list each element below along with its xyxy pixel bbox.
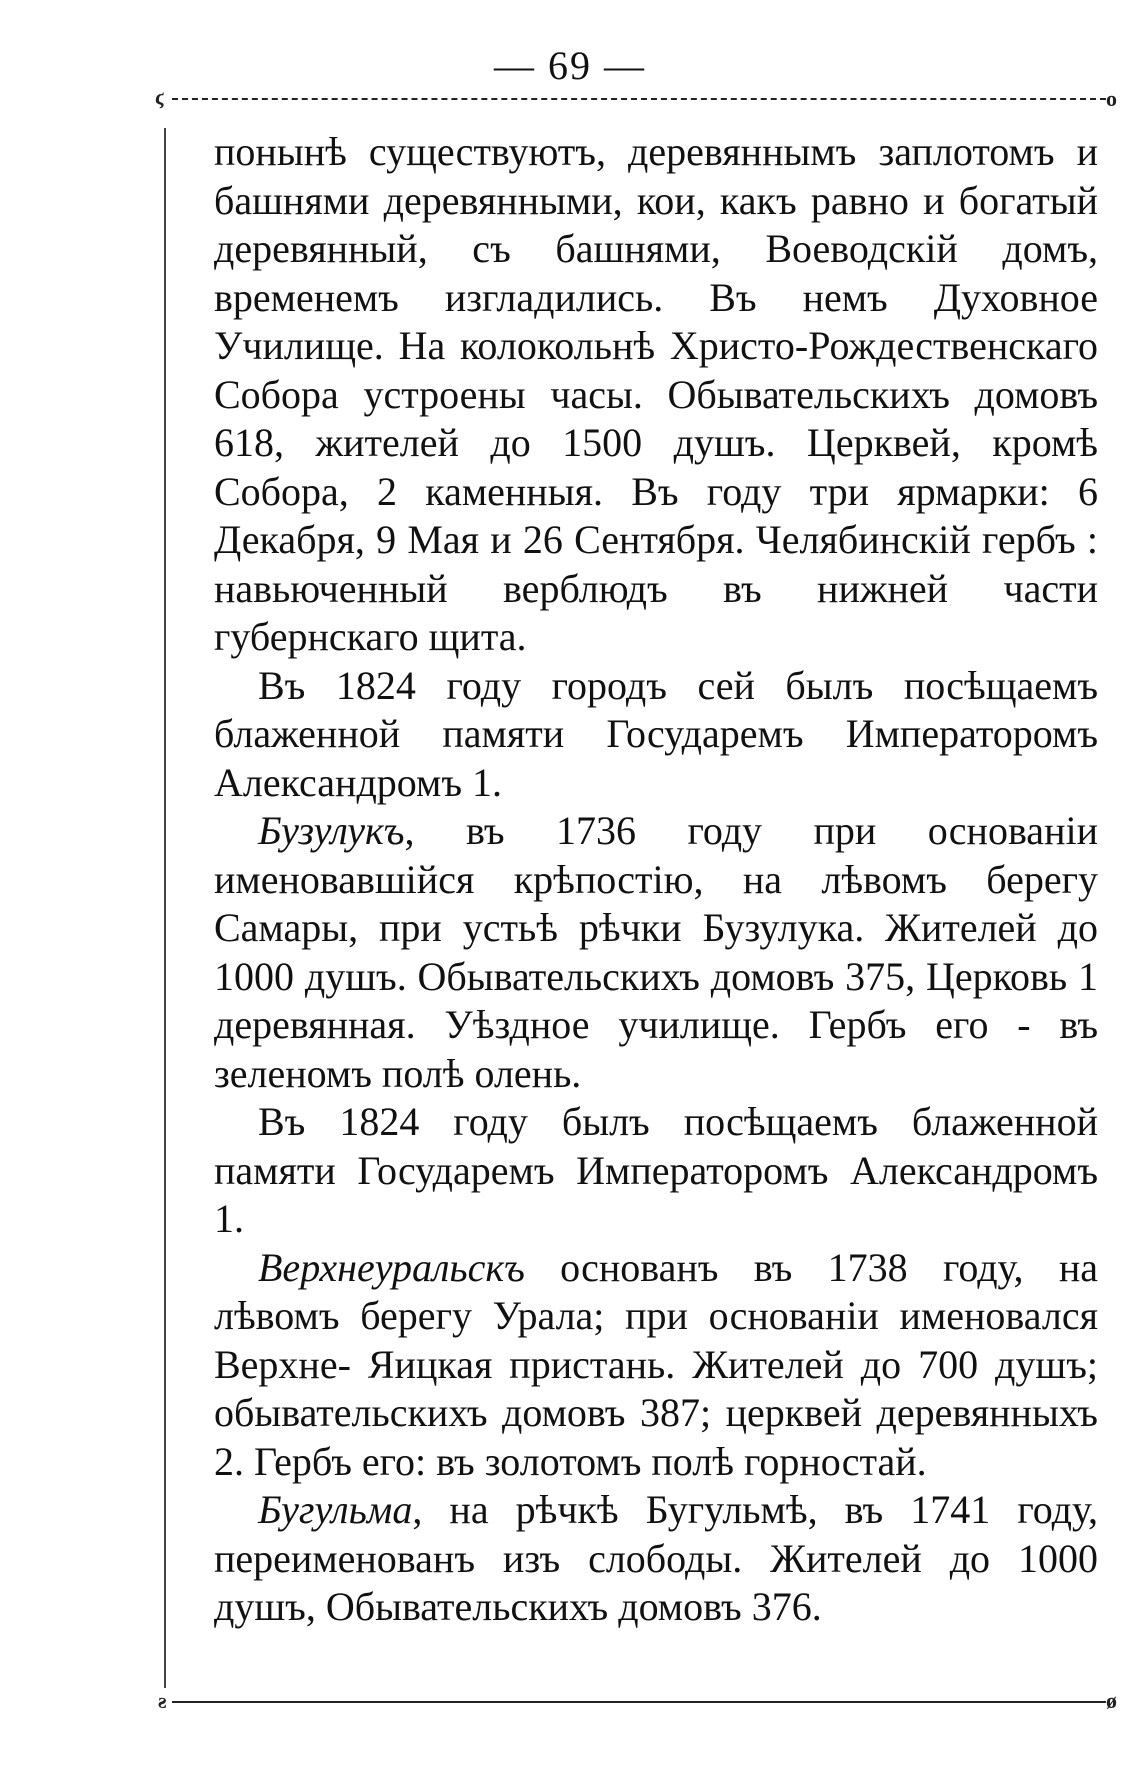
town-name: Бузулукъ: [258, 808, 405, 853]
paragraph-text: Въ 1824 году былъ посѣщаемъ блаженной памяти Государемъ Императоромъ Александромъ 1.: [214, 1099, 1098, 1241]
town-name: Бугульма: [258, 1487, 413, 1532]
bottom-left-ornament-icon: ƨ: [158, 1688, 167, 1713]
paragraph-continuation: [214, 128, 1098, 662]
paragraph-text: , въ 1736 году при основаніи именовавшійся крѣпостію, на лѣвомъ берегу Самары, при устьѣ рѣчки Бузулука. Жителей до 1000 душъ. Обывательскихъ домовъ 375, Церковь 1 деревянная. Уѣздное училище. Гербъ его - въ зеленомъ полѣ олень.: [214, 808, 1098, 1096]
paragraph-buzuluk: [214, 807, 1098, 1098]
left-margin-line: [164, 128, 166, 1688]
paragraph-bugulma: [214, 1486, 1098, 1632]
paragraph-text: понынѣ существуютъ, деревяннымъ заплотомъ и башнями деревянными, кои, какъ равно и богатый деревянный, съ башнями, Воеводскій домъ, временемъ изгладились. Въ немъ Духовное Училище. На колокольнѣ Христо-Рождественскаго Собора устроены часы. Обывательскихъ домовъ 618, жителей до 1500 душъ. Церквей, кромѣ Собора, 2 каменныя. Въ году три ярмарки: 6 Декабря, 9 Мая и 26 Сентября. Челябинскій гербъ : навьюченный верблюдъ въ нижней части губернскаго щита.: [214, 129, 1098, 659]
paragraph-text: Въ 1824 году городъ сей былъ посѣщаемъ блаженной памяти Государемъ Императоромъ Александромъ 1.: [214, 662, 1098, 805]
paragraph-visit-chelyabinsk: [214, 662, 1098, 808]
paragraph-text: , на рѣчкѣ Бугульмѣ, въ 1741 году, переименованъ изъ слободы. Жителей до 1000 душъ, Обывательскихъ домовъ 376.: [214, 1487, 1098, 1629]
paragraph-visit-buzuluk: [214, 1098, 1098, 1244]
top-right-ornament-icon: o: [1106, 86, 1117, 111]
town-name: Верхнеуральскъ: [258, 1244, 525, 1290]
text-column: [214, 128, 1098, 1632]
bottom-right-ornament-icon: ø: [1106, 1688, 1117, 1713]
bottom-rule: [172, 1701, 1106, 1703]
top-left-ornament-icon: ϛ: [155, 84, 165, 109]
page-number: — 69 —: [494, 43, 646, 88]
top-rule: [172, 98, 1106, 100]
paragraph-text: основанъ въ 1738 году, на лѣвомъ берегу Урала; при основаніи именовался Верхне- Яицкая пристань. Жителей до 700 душъ; обывательскихъ домовъ 387; церквей деревянныхъ 2. Гербъ его: въ золотомъ полѣ горностай.: [214, 1244, 1098, 1484]
paragraph-verkhneuralsk: [214, 1244, 1098, 1487]
